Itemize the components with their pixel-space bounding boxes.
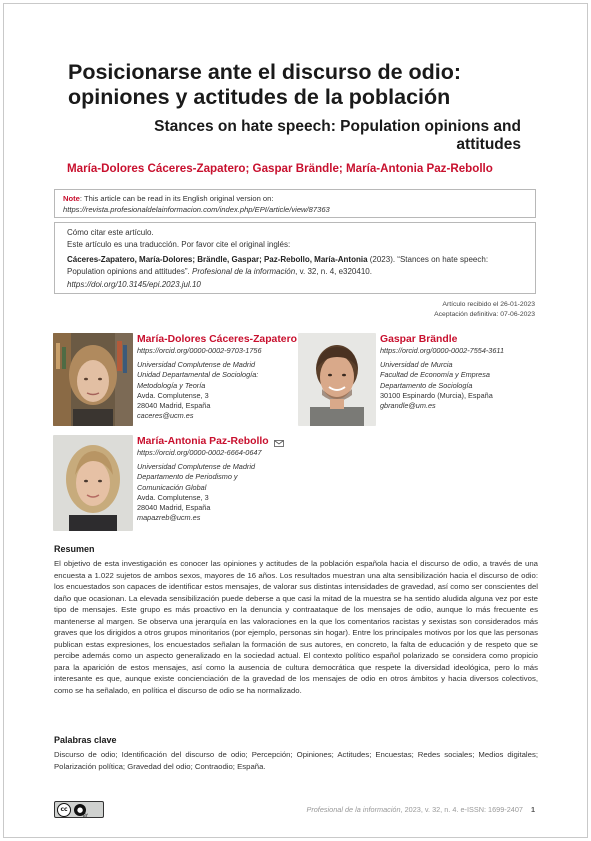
author-email-link[interactable]: caceres@ucm.es xyxy=(137,411,194,421)
author-photo-caceres xyxy=(53,333,133,426)
cc-license-badge[interactable] xyxy=(54,801,104,818)
citation-box xyxy=(54,222,536,294)
author-address-2: 28040 Madrid, España xyxy=(137,503,211,513)
citation-journal: Profesional de la información xyxy=(191,266,296,276)
author-department: Facultad de Economía y Empresa xyxy=(380,370,490,380)
footer-info: , 2023, v. 32, n. 4. e-ISSN: 1699-2407 xyxy=(400,805,523,814)
mail-icon[interactable] xyxy=(274,438,284,445)
author-info-paz xyxy=(137,435,307,523)
abstract-text: El objetivo de esta investigación es conocer las opiniones y actitudes de la población española hacia el discurso de odio, a través de una encuesta a 1.022 sujetos de ambos sexos, mayores de 16 años. Los resultados muestran una alta sensibilización hacia el discurso de odio: los encuestados son capaces de identificar estos mensajes, de valorar sus distintas intensidades de gravedad, así como ser conscientes del daño que ocasionan. La elevada sensibilización puede deberse a que casi la mitad de la muestra se ha sentido aludida alguna vez por este tipo de mensajes. Este grupo es más proactivo en la denuncia y contraataque de los mensajes de odio, aunque lo más frecuente es mantenerse al margen. Se observa una jerarquía en las valoraciones en la que los comentarios racistas y sexistas son considerados más graves que los dirigidos a otros grupos minoritarios (por ejemplo, personas sin hogar). Entre los principales motivos por los que las personas publican estas expresiones, los encuestados señalan la formación de sus autores, en concreto, la falta de educación y de respeto que se percibe además como un aspecto generalizado en la sociedad actual. El contexto político español polarizado se considera como propicio para la aparición de estos mensajes, así como la ausencia de cultura democrática que respete la diversidad ideológica, pero lo más interesante es que, aunque existe concienciación de la gravedad de los mensajes de odio en otros ámbitos y hacia diversos colectivos, como se ha señalado, en política el discurso de odio se ha normalizado. xyxy=(54,559,538,695)
page-footer xyxy=(306,805,535,814)
author-info-brandle xyxy=(380,333,540,411)
note-text: : This article can be read in its English original version on: xyxy=(79,194,274,203)
author-orcid-link[interactable]: https://orcid.org/0000-0002-9703-1756 xyxy=(137,346,262,355)
author-email-link[interactable]: gbrandle@um.es xyxy=(380,401,436,411)
note-box xyxy=(54,189,536,218)
by-label: BY xyxy=(83,813,88,818)
article-subtitle: Stances on hate speech: Population opinions and attitudes xyxy=(154,118,521,153)
author-department: Departamento de Periodismo y xyxy=(137,472,238,482)
author-name: Gaspar Brändle xyxy=(380,334,458,345)
citation-volume: , v. 32, n. 4, e320410. xyxy=(295,266,372,276)
author-orcid-link[interactable]: https://orcid.org/0000-0002-6664-0647 xyxy=(137,448,262,457)
abstract-heading: Resumen xyxy=(54,544,95,554)
author-name: María-Dolores Cáceres-Zapatero xyxy=(137,334,297,345)
note-url-link[interactable]: https://revista.profesionaldelainformacion.com/index.php/EPI/article/view/87363 xyxy=(63,205,330,215)
cc-license-icon: cc xyxy=(57,803,71,817)
author-orcid-link[interactable]: https://orcid.org/0000-0002-7554-3611 xyxy=(380,346,504,355)
author-department: Unidad Departamental de Sociología: xyxy=(137,370,259,380)
note-label: Note xyxy=(63,194,80,203)
citation-authors: Cáceres-Zapatero, María-Dolores; Brändle, Gaspar; Paz-Rebollo, María-Antonia xyxy=(67,255,368,264)
article-dates xyxy=(434,300,535,320)
author-department-2: Metodología y Teoría xyxy=(137,380,206,390)
author-photo-paz xyxy=(53,435,133,531)
author-photo-brandle xyxy=(298,333,376,426)
author-email-link[interactable]: mapazreb@ucm.es xyxy=(137,513,201,523)
by-person-icon: ● xyxy=(74,804,86,816)
page-number: 1 xyxy=(530,805,535,814)
citation-line1: Cómo citar este artículo. xyxy=(67,228,154,237)
authors-line: María-Dolores Cáceres-Zapatero; Gaspar Brändle; María-Antonia Paz-Rebollo xyxy=(67,162,493,175)
author-address: Avda. Complutense, 3 xyxy=(137,390,209,400)
author-department-2: Comunicación Global xyxy=(137,482,207,492)
article-title: Posicionarse ante el discurso de odio: opiniones y actitudes de la población xyxy=(68,60,462,109)
citation-line2: Este artículo es una traducción. Por favor cite el original inglés: xyxy=(67,239,291,249)
date-accepted: Aceptación definitiva: 07-06-2023 xyxy=(434,311,535,318)
citation-reference xyxy=(67,254,523,277)
author-institution: Universidad Complutense de Madrid xyxy=(137,360,256,370)
author-address: 30100 Espinardo (Murcia), España xyxy=(380,390,493,400)
author-institution: Universidad de Murcia xyxy=(380,360,453,370)
footer-journal: Profesional de la información xyxy=(306,805,401,814)
citation-doi-link[interactable]: https://doi.org/10.3145/epi.2023.jul.10 xyxy=(67,280,201,289)
keywords-text: Discurso de odio; Identificación del discurso de odio; Percepción; Opiniones; Actitudes; Encuestas; Redes sociales; Medios digitales; Polarización política; Gravedad del odio; Contraodio; España. xyxy=(54,750,538,771)
date-received: Artículo recibido el 26-01-2023 xyxy=(442,301,535,308)
author-department-2: Departamento de Sociología xyxy=(380,380,473,390)
author-info-caceres xyxy=(137,333,297,421)
keywords-heading: Palabras clave xyxy=(54,735,117,745)
author-institution: Universidad Complutense de Madrid xyxy=(137,462,256,472)
author-name: María-Antonia Paz-Rebollo xyxy=(137,436,269,447)
citation-year-title: (2023). “Stances on hate speech: Population opinions and attitudes”. xyxy=(67,255,489,276)
author-address-2: 28040 Madrid, España xyxy=(137,401,211,411)
author-address: Avda. Complutense, 3 xyxy=(137,492,209,502)
author-name-row xyxy=(137,435,307,448)
